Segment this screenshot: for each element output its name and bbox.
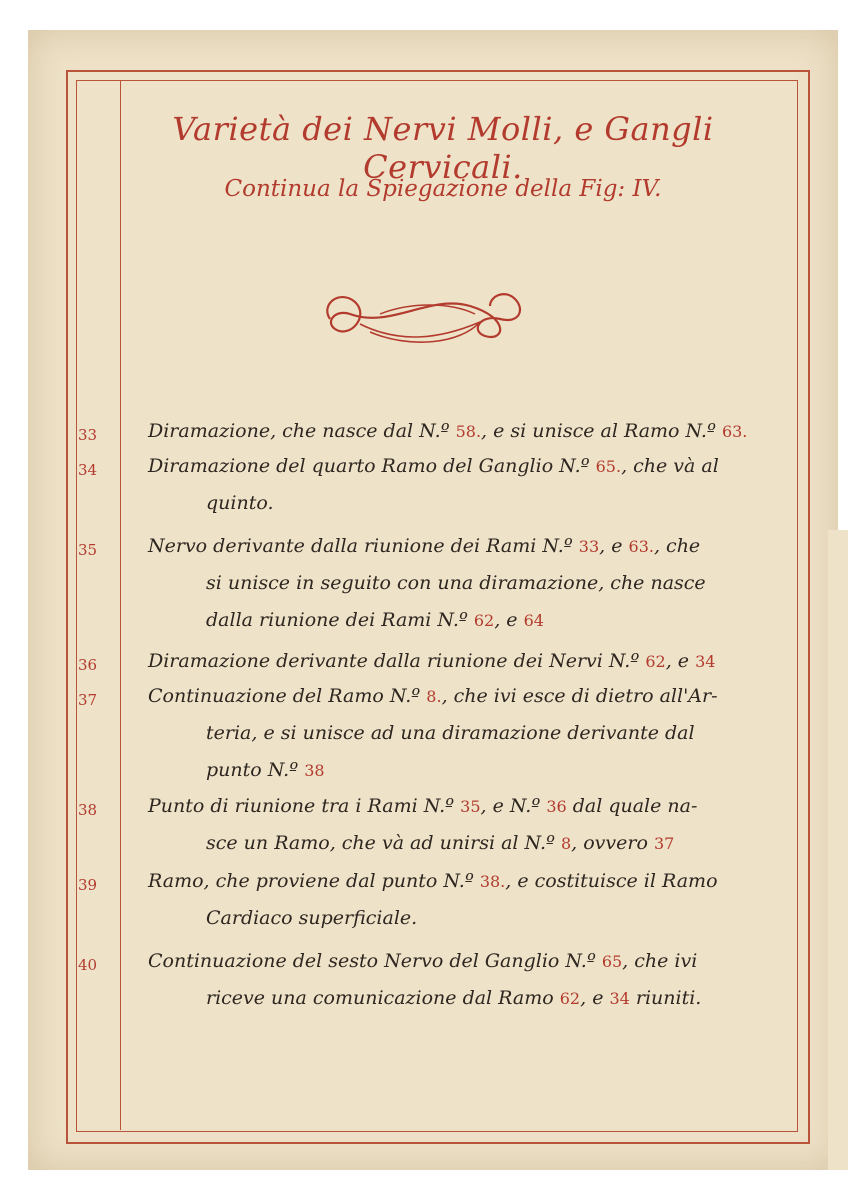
entry-number: 40 xyxy=(78,956,98,974)
text-segment: , ovvero xyxy=(571,832,654,854)
reference-number: 63. xyxy=(721,422,748,441)
reference-number: 58. xyxy=(455,422,482,441)
entry-text-line xyxy=(148,420,747,442)
entry-number: 38 xyxy=(78,801,98,819)
page-subtitle: Continua la Spiegazione della Fig: IV. xyxy=(224,176,662,202)
entry-text-line xyxy=(206,832,674,854)
reference-number: 8 xyxy=(560,834,572,853)
entry-text-line xyxy=(148,795,697,817)
entry-text-line xyxy=(206,492,274,514)
page-title: Varietà dei Nervi Molli, e Gangli Cervicali. xyxy=(172,110,714,186)
reference-number: 38 xyxy=(304,761,325,780)
entry-number: 36 xyxy=(78,656,98,674)
entry-text-line xyxy=(206,572,706,594)
entry-text-line xyxy=(148,650,715,672)
text-segment: , e xyxy=(580,987,610,1009)
inner-frame xyxy=(76,80,798,1132)
text-segment: , e costituisce il Ramo xyxy=(505,870,718,892)
text-segment: , che và al xyxy=(621,455,719,477)
entry-number: 34 xyxy=(78,461,98,479)
text-segment: Nervo derivante dalla riunione dei Rami N.º xyxy=(148,535,579,557)
text-segment: , che xyxy=(653,535,701,557)
text-segment: dal quale na- xyxy=(566,795,698,817)
reference-number: 65 xyxy=(601,952,623,971)
text-segment: , e N.º xyxy=(480,795,547,817)
text-segment: punto N.º xyxy=(206,759,305,781)
reference-number: 37 xyxy=(653,834,675,853)
entry-text-line xyxy=(148,870,718,892)
entry-text-line xyxy=(148,950,697,972)
text-segment: Continuazione del Ramo N.º xyxy=(148,685,427,707)
entry-text-line xyxy=(206,759,325,781)
reference-number: 35 xyxy=(460,797,481,816)
entry-text-line xyxy=(148,685,718,707)
text-segment: , che ivi xyxy=(622,950,698,972)
reference-number: 33 xyxy=(578,537,600,556)
entry-text-line xyxy=(206,987,701,1009)
entry-text-line xyxy=(206,722,695,744)
text-segment: Diramazione derivante dalla riunione dei Nervi N.º xyxy=(148,650,646,672)
reference-number: 38. xyxy=(479,872,506,891)
reference-number: 34 xyxy=(609,989,630,1008)
text-segment: , e si unisce al Ramo N.º xyxy=(481,420,722,442)
reference-number: 64 xyxy=(523,611,544,630)
text-segment: riuniti. xyxy=(629,987,702,1009)
reference-number: 36 xyxy=(546,797,567,816)
text-segment: Diramazione del quarto Ramo del Ganglio N.º xyxy=(148,455,596,477)
text-segment: si unisce in seguito con una diramazione, che nasce xyxy=(206,572,706,594)
margin-rule xyxy=(120,80,121,1130)
entry-number: 39 xyxy=(78,876,98,894)
text-segment: Continuazione del sesto Nervo del Ganglio N.º xyxy=(148,950,602,972)
entry-text-line xyxy=(148,455,719,477)
text-segment: , e xyxy=(494,609,524,631)
text-segment: , e xyxy=(665,650,696,672)
calligraphic-flourish-ornament xyxy=(310,284,540,354)
entry-text-line xyxy=(206,907,417,929)
reference-number: 62 xyxy=(473,611,495,630)
reference-number: 62 xyxy=(645,652,666,671)
text-segment: Diramazione, che nasce dal N.º xyxy=(148,420,456,442)
text-segment: , che ivi esce di dietro all'Ar- xyxy=(441,685,718,707)
entry-number: 35 xyxy=(78,541,98,559)
text-segment: Ramo, che proviene dal punto N.º xyxy=(148,870,480,892)
text-segment: riceve una comunicazione dal Ramo xyxy=(206,987,560,1009)
text-segment: quinto. xyxy=(206,492,274,514)
text-segment: sce un Ramo, che và ad unirsi al N.º xyxy=(206,832,561,854)
entry-number: 33 xyxy=(78,426,98,444)
text-segment: , e xyxy=(599,535,629,557)
text-segment: Cardiaco superficiale. xyxy=(206,907,418,929)
entry-text-line xyxy=(148,535,700,557)
text-segment: dalla riunione dei Rami N.º xyxy=(206,609,474,631)
reference-number: 63. xyxy=(628,537,654,556)
manuscript-page xyxy=(28,30,838,1170)
reference-number: 34 xyxy=(695,652,716,671)
entry-text-line xyxy=(206,609,544,631)
torn-edge xyxy=(828,530,848,1170)
reference-number: 8. xyxy=(426,687,442,706)
text-segment: Punto di riunione tra i Rami N.º xyxy=(148,795,461,817)
text-segment: teria, e si unisce ad una diramazione derivante dal xyxy=(206,722,695,744)
entry-number: 37 xyxy=(78,691,98,709)
reference-number: 65. xyxy=(595,457,622,476)
reference-number: 62 xyxy=(559,989,581,1008)
